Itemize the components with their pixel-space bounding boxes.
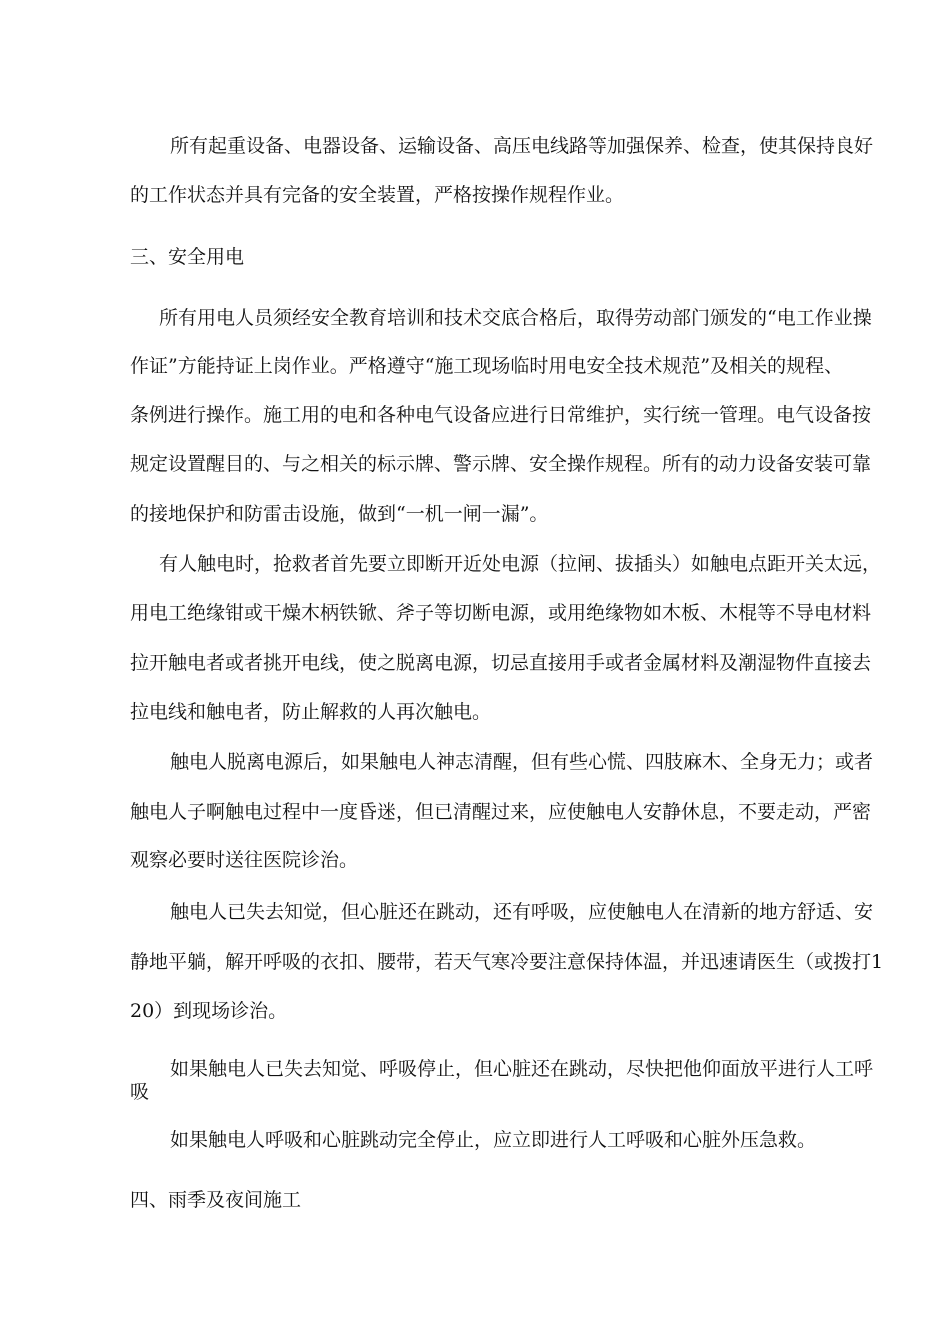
paragraph-5-line-3: 观察必要时送往医院诊治。 [130, 849, 359, 871]
paragraph-4-line-1: 有人触电时，抢救者首先要立即断开近处电源（拉闸、拔插头）如触电点距开关太远， [159, 553, 882, 575]
section-heading-3: 三、安全用电 [130, 246, 245, 268]
paragraph-3-line-5: 的接地保护和防雷击设施，做到“一机一闸一漏”。 [130, 503, 549, 525]
paragraph-7-line-1: 如果触电人已失去知觉、呼吸停止，但心脏还在跳动，尽快把他仰面放平进行人工呼 [170, 1058, 874, 1080]
paragraph-4-line-4: 拉电线和触电者，防止解救的人再次触电。 [130, 701, 492, 723]
paragraph-3-line-4: 规定设置醒目的、与之相关的标示牌、警示牌、安全操作规程。所有的动力设备安装可靠 [130, 453, 872, 475]
paragraph-7-line-2: 吸 [130, 1081, 150, 1103]
paragraph-4-line-3: 拉开触电者或者挑开电线，使之脱离电源，切忌直接用手或者金属材料及潮湿物件直接去 [130, 652, 872, 674]
section-heading-4: 四、雨季及夜间施工 [130, 1189, 302, 1211]
paragraph-6-line-3: 20）到现场诊治。 [130, 1000, 288, 1022]
paragraph-6-line-2: 静地平躺，解开呼吸的衣扣、腰带，若天气寒冷要注意保持体温，并迅速请医生（或拨打1 [130, 951, 884, 973]
paragraph-5-line-1: 触电人脱离电源后，如果触电人神志清醒，但有些心慌、四肢麻木、全身无力；或者 [170, 751, 874, 773]
paragraph-8-line-1: 如果触电人呼吸和心脏跳动完全停止，应立即进行人工呼吸和心脏外压急救。 [170, 1129, 817, 1151]
paragraph-6-line-1: 触电人已失去知觉，但心脏还在跳动，还有呼吸，应使触电人在清新的地方舒适、安 [170, 901, 874, 923]
paragraph-3-line-2: 作证”方能持证上岗作业。严格遵守“施工现场临时用电安全技术规范”及相关的规程、 [130, 355, 844, 377]
paragraph-1-line-1: 所有起重设备、电器设备、运输设备、高压电线路等加强保养、检查，使其保持良好 [170, 135, 874, 157]
paragraph-3-line-3: 条例进行操作。施工用的电和各种电气设备应进行日常维护，实行统一管理。电气设备按 [130, 404, 872, 426]
paragraph-5-line-2: 触电人子啊触电过程中一度昏迷，但已清醒过来，应使触电人安静休息，不要走动，严密 [130, 801, 872, 823]
paragraph-4-line-2: 用电工绝缘钳或干燥木柄铁锨、斧子等切断电源，或用绝缘物如木板、木棍等不导电材料 [130, 602, 872, 624]
paragraph-3-line-1: 所有用电人员须经安全教育培训和技术交底合格后，取得劳动部门颁发的“电工作业操 [159, 307, 872, 329]
paragraph-1-line-2: 的工作状态并具有完备的安全装置，严格按操作规程作业。 [130, 184, 625, 206]
